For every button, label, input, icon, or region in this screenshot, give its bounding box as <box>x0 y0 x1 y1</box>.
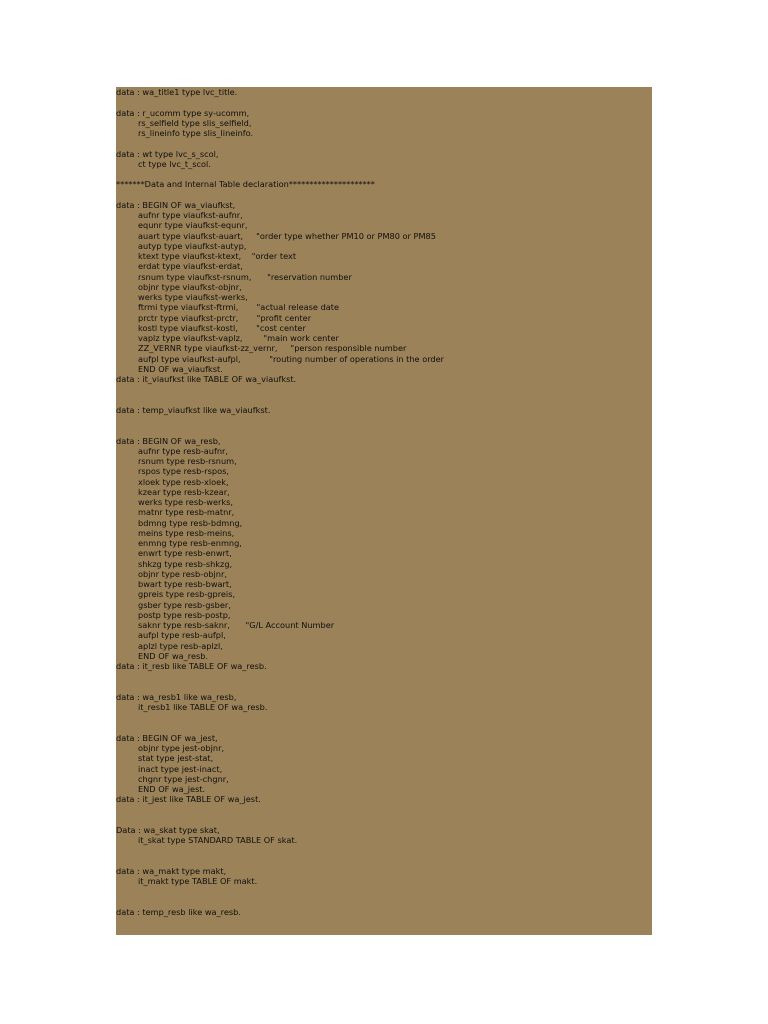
code-line: ct type lvc_t_scol. <box>138 158 211 169</box>
code-panel <box>116 87 652 935</box>
code-line: data : temp_viaufkst like wa_viaufkst. <box>116 404 271 415</box>
code-line: data : wa_makt type makt, <box>116 866 227 876</box>
code-line: data : BEGIN OF wa_resb, <box>116 435 221 446</box>
code-line: bwart type resb-bwart, <box>138 579 232 589</box>
code-line: bdmng type resb-bdmng, <box>138 517 243 528</box>
code-line: saknr type resb-saknr, "G/L Account Number <box>138 620 335 630</box>
blank-line <box>116 415 652 425</box>
code-line: data : it_jest like TABLE OF wa_jest. <box>116 794 261 805</box>
code-line: data : temp_resb like wa_resb. <box>116 907 241 917</box>
code-line: aufnr type viaufkst-aufnr, <box>138 210 243 220</box>
code-line: postp type resb-postp, <box>138 609 231 620</box>
code-line: data : BEGIN OF wa_jest, <box>116 732 218 743</box>
code-line: data : wa_title1 type lvc_title. <box>116 87 238 97</box>
code-line: matnr type resb-matnr, <box>138 507 235 518</box>
code-line: kzear type resb-kzear, <box>138 486 230 497</box>
code-line: vaplz type viaufkst-vaplz, "main work center <box>138 333 339 343</box>
code-line: ktext type viaufkst-ktext, "order text <box>138 251 297 261</box>
code-line: equnr type viaufkst-equnr, <box>138 220 248 231</box>
code-line: ftrmi type viaufkst-ftrmi, "actual release date <box>138 302 340 313</box>
blank-line <box>116 138 652 148</box>
code-line: rspos type resb-rspos, <box>138 466 229 477</box>
code-line: data : wt type lvc_s_scol, <box>116 148 219 159</box>
code-line: meins type resb-meins, <box>138 527 235 538</box>
blank-line <box>116 887 652 897</box>
code-line: prctr type viaufkst-prctr, "profit center <box>138 312 312 323</box>
blank-line <box>116 169 652 179</box>
code-line: kostl type viaufkst-kostl, "cost center <box>138 322 306 333</box>
code-line: data : wa_resb1 like wa_resb, <box>116 691 237 702</box>
code-line: rs_selfield type slis_selfield, <box>138 117 252 128</box>
code-line: it_resb1 like TABLE OF wa_resb. <box>138 702 268 712</box>
code-line: autyp type viaufkst-autyp, <box>138 240 247 251</box>
code-line: xloek type resb-xloek, <box>138 476 229 487</box>
code-line: shkzg type resb-shkzg, <box>138 558 233 569</box>
code-line: gpreis type resb-gpreis, <box>138 589 236 600</box>
code-line: werks type viaufkst-werks, <box>138 292 248 302</box>
code-line: aufpl type viaufkst-aufpl, "routing number of operations in the order <box>138 353 445 364</box>
blank-line <box>116 190 652 200</box>
code-line: data : BEGIN OF wa_viaufkst, <box>116 199 236 210</box>
code-line: enwrt type resb-enwrt, <box>138 548 232 559</box>
code-line: rsnum type viaufkst-rsnum, "reservation number <box>138 271 352 282</box>
code-line: it_skat type STANDARD TABLE OF skat. <box>138 835 298 846</box>
blank-line <box>116 712 652 722</box>
code-line: data : it_resb like TABLE OF wa_resb. <box>116 661 267 671</box>
code-line: objnr type jest-objnr, <box>138 743 225 753</box>
code-line: chgnr type jest-chgnr, <box>138 773 229 784</box>
blank-line <box>116 671 652 681</box>
code-line: rs_lineinfo type slis_lineinfo. <box>138 128 254 138</box>
blank-line <box>116 723 652 733</box>
blank-line <box>116 897 652 907</box>
blank-line <box>116 425 652 435</box>
code-line: Data : wa_skat type skat, <box>116 825 220 835</box>
code-line: werks type resb-werks, <box>138 497 233 507</box>
code-line: it_makt type TABLE OF makt. <box>138 876 258 887</box>
code-line: rsnum type resb-rsnum, <box>138 456 237 466</box>
code-line: ZZ_VERNR type viaufkst-zz_vernr, "person responsible number <box>138 343 407 354</box>
code-line: END OF wa_jest. <box>138 784 206 794</box>
code-line: gsber type resb-gsber, <box>138 599 231 610</box>
code-line: objnr type resb-objnr, <box>138 568 227 579</box>
code-line: aufnr type resb-aufnr, <box>138 445 229 456</box>
code-block <box>116 87 652 917</box>
blank-line <box>116 97 652 107</box>
code-line: enmng type resb-enmng, <box>138 538 242 548</box>
blank-line <box>116 384 652 394</box>
code-line: *******Data and Internal Table declaration********************* <box>116 179 375 190</box>
code-line: data : it_viaufkst like TABLE OF wa_viaufkst. <box>116 374 297 384</box>
blank-line <box>116 682 652 692</box>
code-line: aplzl type resb-aplzl, <box>138 640 223 651</box>
code-line: END OF wa_resb. <box>138 650 209 661</box>
code-line: auart type viaufkst-auart, "order type whether PM10 or PM80 or PM85 <box>138 230 436 241</box>
blank-line <box>116 805 652 815</box>
code-line: aufpl type resb-aufpl, <box>138 630 226 641</box>
blank-line <box>116 846 652 856</box>
code-line: erdat type viaufkst-erdat, <box>138 261 243 272</box>
blank-line <box>116 856 652 866</box>
code-line: objnr type viaufkst-objnr, <box>138 281 242 292</box>
code-line: inact type jest-inact, <box>138 763 223 774</box>
code-line: data : r_ucomm type sy-ucomm, <box>116 107 250 118</box>
blank-line <box>116 395 652 405</box>
code-line: END OF wa_viaufkst. <box>138 363 223 374</box>
blank-line <box>116 815 652 825</box>
code-line: stat type jest-stat, <box>138 753 214 764</box>
